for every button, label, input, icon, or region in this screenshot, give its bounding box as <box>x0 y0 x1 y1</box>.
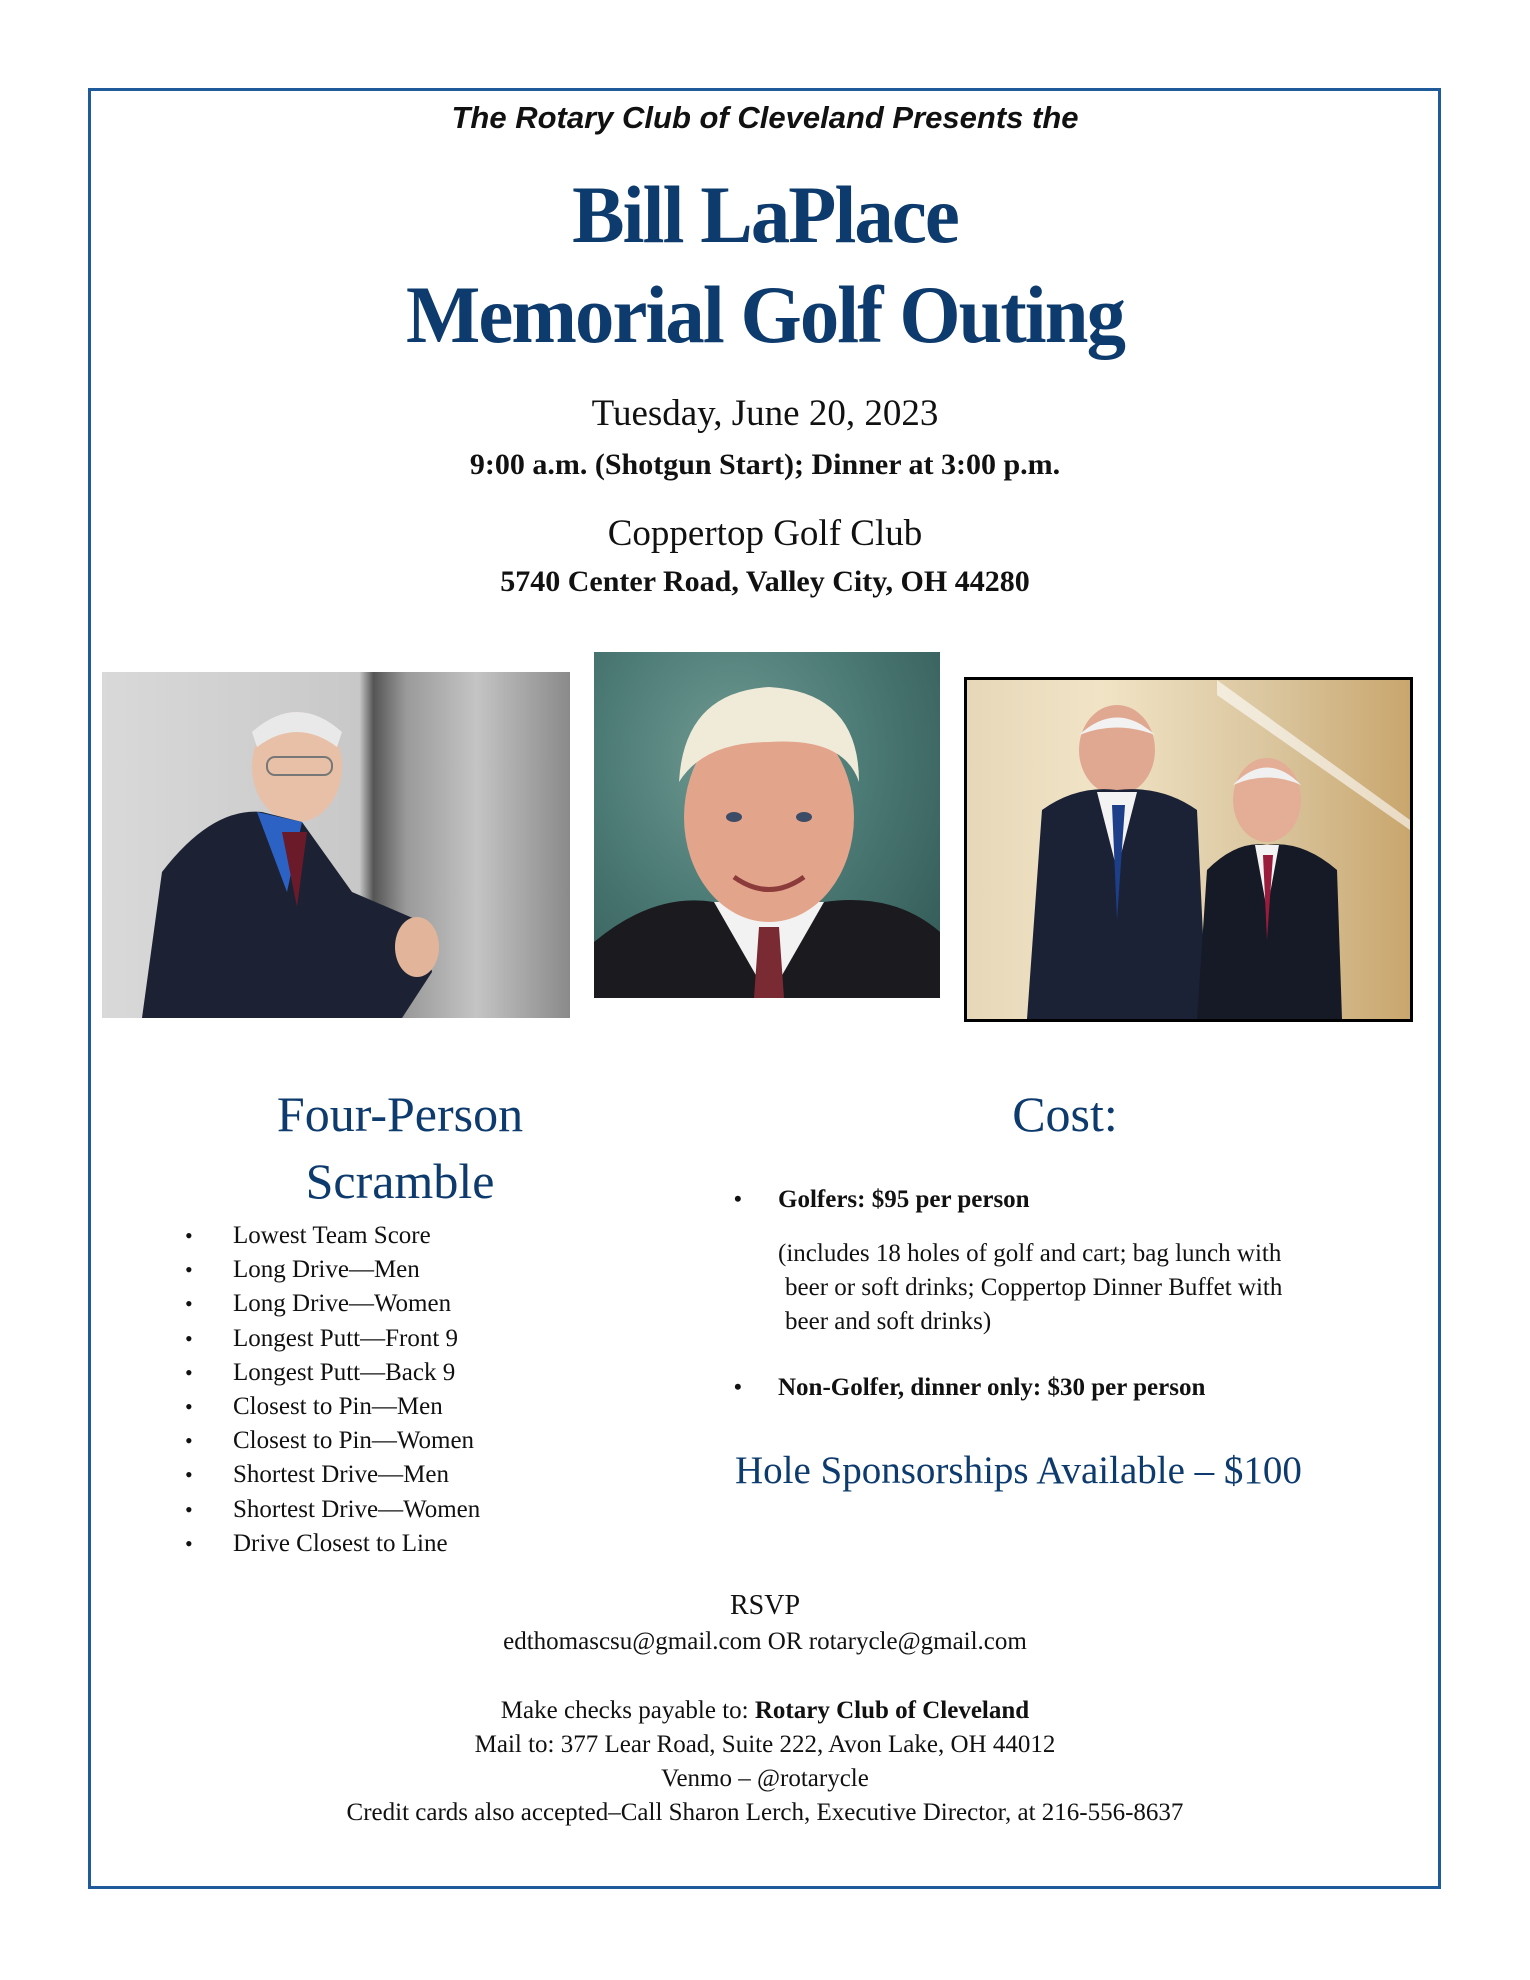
scramble-events-list <box>185 1219 480 1561</box>
event-title-line-1: Bill LaPlace <box>572 169 958 260</box>
inclusions-line-2: beer or soft drinks; Coppertop Dinner Buffet with <box>785 1274 1283 1301</box>
list-item: • Drive Closest to Line <box>185 1527 480 1561</box>
photo-two-men-standing <box>964 677 1413 1022</box>
inclusions-line-1: (includes 18 holes of golf and cart; bag lunch with <box>778 1240 1282 1267</box>
rsvp-heading: RSVP <box>729 1590 801 1621</box>
email-link-rotarycle[interactable]: rotarycle@gmail.com <box>808 1628 1027 1655</box>
list-item: • Shortest Drive—Women <box>185 1493 480 1527</box>
inclusions-line-3: beer and soft drinks) <box>785 1308 992 1335</box>
bullet-icon: • <box>734 1374 742 1399</box>
presenter-line: The Rotary Club of Cleveland Presents the <box>451 100 1079 135</box>
list-item: • Closest to Pin—Men <box>185 1390 480 1424</box>
cost-heading: Cost: <box>1012 1086 1118 1142</box>
checks-prefix: Make checks payable to: <box>500 1697 755 1724</box>
list-item: • Longest Putt—Front 9 <box>185 1322 480 1356</box>
list-item: • Long Drive—Women <box>185 1287 480 1321</box>
list-item: • Closest to Pin—Women <box>185 1424 480 1458</box>
venue-address: 5740 Center Road, Valley City, OH 44280 <box>500 565 1030 598</box>
golfer-price <box>734 1186 1030 1214</box>
non-golfer-price <box>734 1374 1206 1402</box>
non-golfer-price-text: Non-Golfer, dinner only: $30 per person <box>778 1374 1206 1401</box>
scramble-heading-line-1: Four-Person <box>276 1086 524 1142</box>
email-link-edthomas[interactable]: edthomascsu@gmail.com <box>503 1628 762 1655</box>
list-item: • Lowest Team Score <box>185 1219 480 1253</box>
photo-bill-laplace-portrait <box>594 652 940 998</box>
event-date: Tuesday, June 20, 2023 <box>591 393 939 434</box>
photo-bill-laplace-seated <box>102 672 570 1018</box>
golfer-price-text: Golfers: $95 per person <box>778 1186 1030 1213</box>
scramble-heading-line-2: Scramble <box>305 1153 495 1209</box>
list-item: • Shortest Drive—Men <box>185 1458 480 1492</box>
event-title-line-2: Memorial Golf Outing <box>405 269 1125 360</box>
or-separator: OR <box>761 1628 809 1655</box>
credit-card-note: Credit cards also accepted–Call Sharon Lerch, Executive Director, at 216-556-8637 <box>346 1799 1184 1826</box>
venmo-handle: Venmo – @rotarycle <box>661 1765 869 1792</box>
checks-payable <box>0 1697 1530 1725</box>
bullet-icon: • <box>734 1186 742 1211</box>
venue-name: Coppertop Golf Club <box>607 513 923 554</box>
golfer-inclusions <box>778 1237 1408 1339</box>
mail-address: Mail to: 377 Lear Road, Suite 222, Avon Lake, OH 44012 <box>474 1731 1056 1758</box>
event-time: 9:00 a.m. (Shotgun Start); Dinner at 3:00 p.m. <box>469 448 1061 481</box>
checks-payee: Rotary Club of Cleveland <box>754 1697 1030 1724</box>
rsvp-emails <box>0 1628 1530 1656</box>
list-item: • Long Drive—Men <box>185 1253 480 1287</box>
list-item: • Longest Putt—Back 9 <box>185 1356 480 1390</box>
hole-sponsorship-note: Hole Sponsorships Available – $100 <box>735 1449 1302 1492</box>
